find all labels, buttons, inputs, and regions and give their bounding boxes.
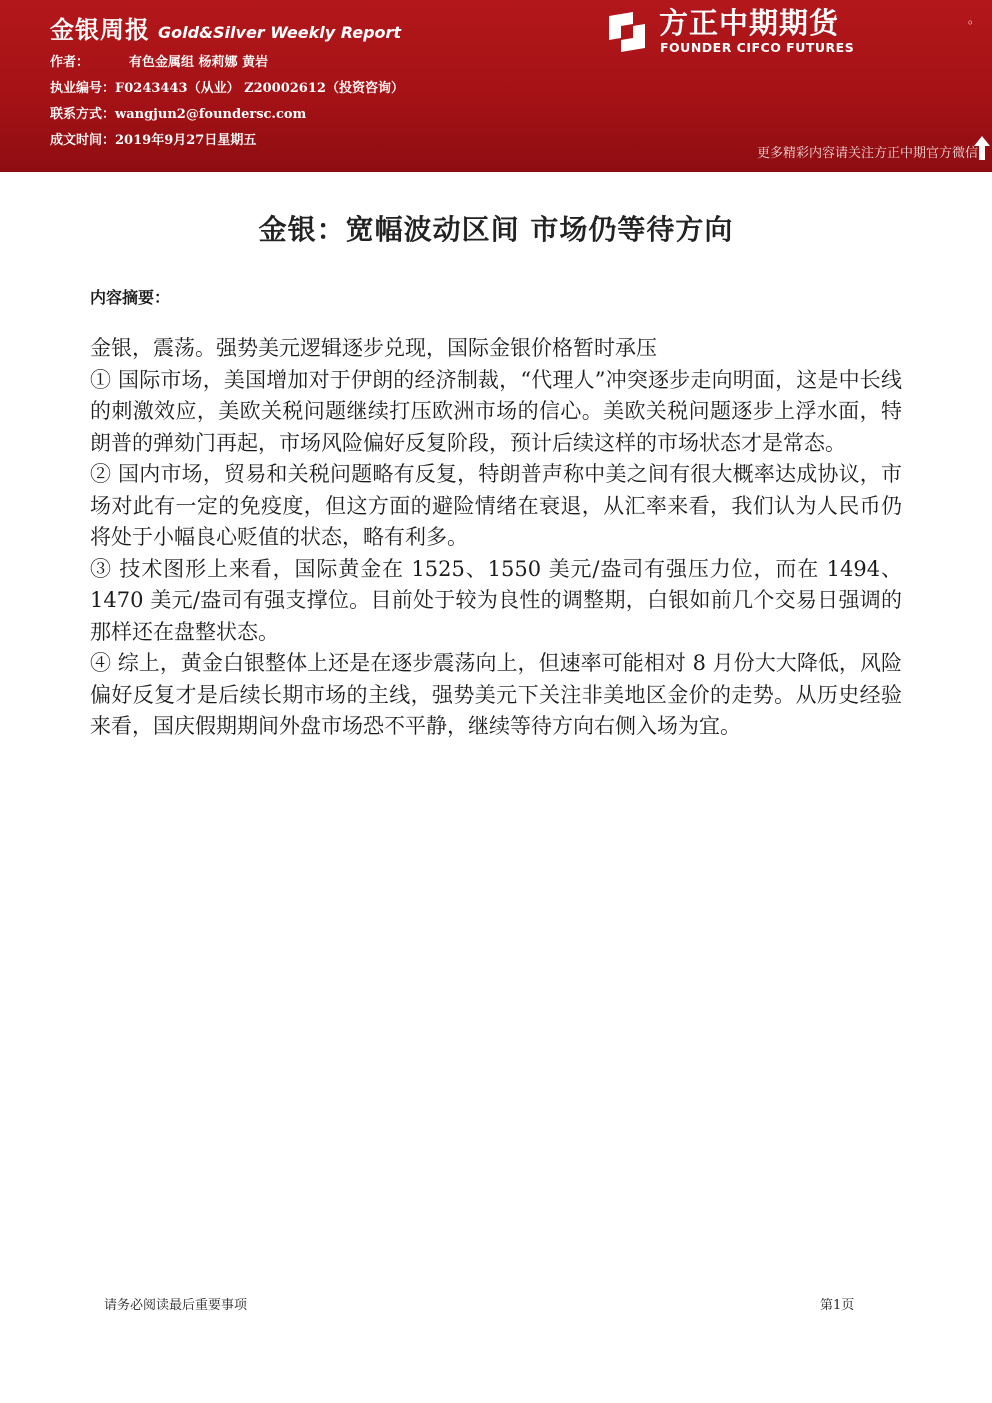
date-label: 成文时间： — [50, 133, 116, 148]
report-title — [50, 10, 401, 44]
contact-label: 联系方式： — [50, 107, 116, 122]
contact-value: wangjun2@foundersc.com — [115, 107, 307, 122]
company-logo — [603, 6, 863, 58]
license-row — [50, 79, 404, 99]
date-row — [50, 131, 256, 151]
report-title-en: Gold&Silver Weekly Report — [158, 23, 402, 42]
abstract-heading: 内容摘要： — [90, 288, 171, 307]
license-value: F0243443（从业） Z20002612（投资咨询） — [115, 81, 404, 96]
corner-mark: 。 — [967, 12, 980, 26]
point-conclusion: ④ 综上，黄金白银整体上还是在逐步震荡向上，但速率可能相对 8 月份大大降低，风险偏好反复才是后续长期市场的主线，强势美元下关注非美地区金价的走势。从历史经验来看，国庆假期期间外盘市场恐不平静，继续等待方向右侧入场为宜。 — [90, 651, 902, 738]
logo-cn-name: 方正中期期货 — [659, 6, 840, 40]
page-number: 第1页 — [820, 1298, 855, 1313]
author-row — [50, 53, 268, 73]
footer-disclaimer-note: 请务必阅读最后重要事项 — [104, 1298, 248, 1313]
up-arrow-icon — [973, 135, 991, 161]
author-label: 作者： — [50, 55, 90, 70]
report-title-cn: 金银周报 — [50, 16, 150, 44]
document-title: 金银：宽幅波动区间 市场仍等待方向 — [258, 213, 734, 246]
logo-en-name: FOUNDER CIFCO FUTURES — [660, 40, 855, 55]
author-value: 有色金属组 杨莉娜 黄岩 — [129, 55, 269, 70]
abstract-body — [90, 333, 902, 743]
summary-paragraph: 金银，震荡。强势美元逻辑逐步兑现，国际金银价格暂时承压 — [90, 336, 657, 360]
point-technical-analysis: ③ 技术图形上来看，国际黄金在 1525、1550 美元/盎司有强压力位，而在 1494、1470 美元/盎司有强支撑位。目前处于较为良性的调整期，白银如前几个交易日强调的那样还在盘整状态。 — [90, 556, 902, 644]
founder-logo-icon — [603, 8, 651, 56]
report-header-banner — [0, 0, 992, 172]
date-value: 2019年9月27日星期五 — [115, 133, 257, 148]
contact-row — [50, 105, 306, 125]
license-label: 执业编号： — [50, 81, 116, 96]
point-domestic-market: ② 国内市场，贸易和关税问题略有反复，特朗普声称中美之间有很大概率达成协议，市场对此有一定的免疫度，但这方面的避险情绪在衰退，从汇率来看，我们认为人民币仍将处于小幅良心贬值的状态，略有利多。 — [90, 462, 902, 549]
point-international-market: ① 国际市场，美国增加对于伊朗的经济制裁，“代理人”冲突逐步走向明面，这是中长线的刺激效应，美欧关税问题继续打压欧洲市场的信心。美欧关税问题逐步上浮水面，特朗普的弹劾门再起，市场风险偏好反复阶段，预计后续这样的市场状态才是常态。 — [90, 367, 902, 455]
wechat-follow-note[interactable]: 更多精彩内容请关注方正中期官方微信 — [756, 146, 978, 161]
